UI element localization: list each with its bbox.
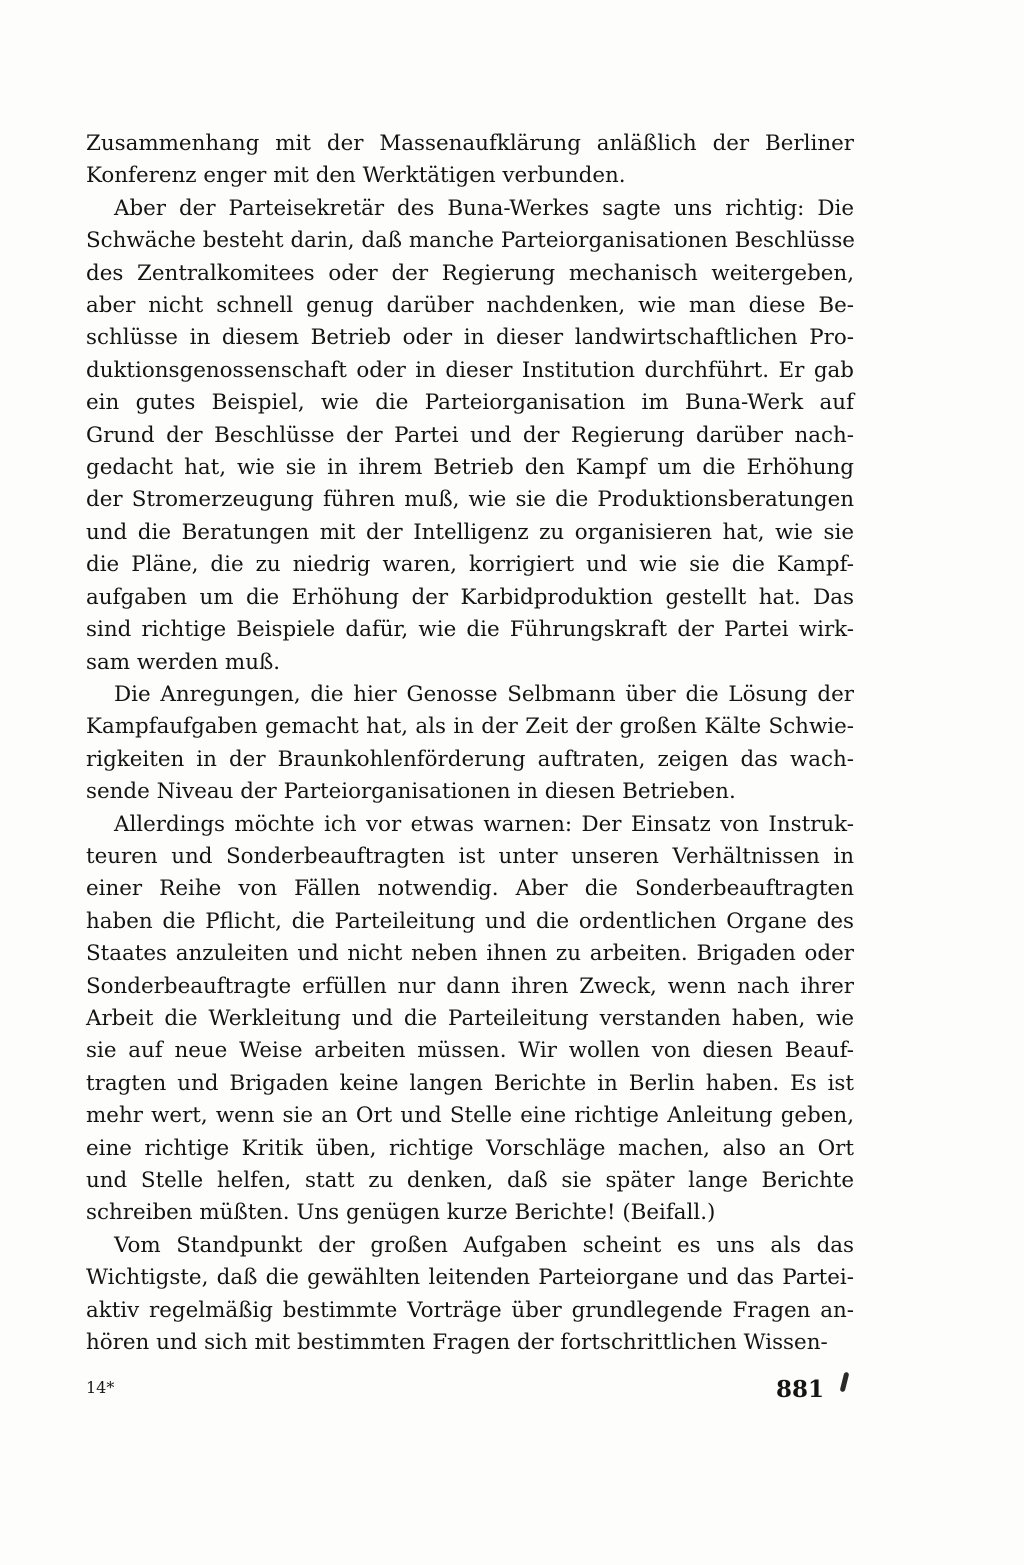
text-line: Konferenz enger mit den Werktätigen verbunden. (86, 163, 626, 189)
text-line: schreiben müßten. Uns genügen kurze Berichte! (Beifall.) (86, 1200, 716, 1226)
text-line: Allerdings möchte ich vor etwas warnen: Der Einsatz von Instruk- (114, 811, 854, 837)
text-line: Staates anzuleiten und nicht neben ihnen zu arbeiten. Brigaden oder (86, 941, 854, 967)
text-line: sie auf neue Weise arbeiten müssen. Wir wollen von diesen Beauf- (86, 1038, 854, 1064)
text-line: des Zentralkomitees oder der Regierung mechanisch weitergeben, (86, 260, 854, 286)
paragraph (86, 679, 854, 809)
text-line: haben die Pflicht, die Parteileitung und die ordentlichen Organe des (86, 908, 854, 934)
text-line: aktiv regelmäßig bestimmte Vorträge über grundlegende Fragen an- (86, 1297, 854, 1323)
paragraph (86, 1230, 854, 1360)
text-line: Arbeit die Werkleitung und die Parteileitung verstanden haben, wie (86, 1005, 854, 1031)
signature-mark: 14* (86, 1378, 115, 1397)
text-line: und Stelle helfen, statt zu denken, daß sie später lange Berichte (86, 1168, 854, 1193)
text-line: und die Beratungen mit der Intelligenz zu organisieren hat, wie sie (86, 519, 854, 545)
text-line: Aber der Parteisekretär des Buna-Werkes sagte uns richtig: Die (114, 195, 854, 221)
paragraph (86, 193, 854, 679)
text-line: ein gutes Beispiel, wie die Parteiorganisation im Buna-Werk auf (86, 390, 854, 416)
text-line: tragten und Brigaden keine langen Berichte in Berlin haben. Es ist (86, 1070, 854, 1096)
text-line: Vom Standpunkt der großen Aufgaben scheint es uns als das (114, 1232, 854, 1258)
text-line: die Pläne, die zu niedrig waren, korrigiert und wie sie die Kampf- (86, 552, 854, 578)
text-line: sam werden muß. (86, 649, 281, 675)
text-line: Die Anregungen, die hier Genosse Selbmann über die Lösung der (114, 681, 854, 707)
text-line: der Stromerzeugung führen muß, wie sie die Produktionsberatungen (86, 487, 854, 513)
text-line: Sonderbeauftragte erfüllen nur dann ihren Zweck, wenn nach ihrer (86, 973, 854, 999)
text-line: hören und sich mit bestimmten Fragen der fortschrittlichen Wissen- (86, 1330, 828, 1356)
text-line: aber nicht schnell genug darüber nachdenken, wie man diese Be- (86, 293, 854, 319)
text-line: Kampfaufgaben gemacht hat, als in der Zeit der großen Kälte Schwie- (86, 714, 854, 740)
paragraph (86, 809, 854, 1230)
text-line: sende Niveau der Parteiorganisationen in diesen Betrieben. (86, 779, 736, 805)
text-line: duktionsgenossenschaft oder in dieser Institution durchführt. Er gab (86, 357, 854, 383)
text-line: mehr wert, wenn sie an Ort und Stelle eine richtige Anleitung geben, (86, 1103, 854, 1129)
text-line: eine richtige Kritik üben, richtige Vorschläge machen, also an Ort (86, 1135, 854, 1161)
text-line: gedacht hat, wie sie in ihrem Betrieb den Kampf um die Erhöhung (86, 455, 854, 481)
body-text (86, 128, 854, 1359)
text-line: schlüsse in diesem Betrieb oder in dieser landwirtschaftlichen Pro- (86, 325, 854, 351)
paragraph (86, 128, 854, 193)
text-line: teuren und Sonderbeauftragten ist unter unseren Verhältnissen in (86, 843, 854, 869)
text-line: einer Reihe von Fällen notwendig. Aber die Sonderbeauftragten (86, 876, 854, 902)
ink-speck-icon (840, 1372, 850, 1393)
text-line: Wichtigste, daß die gewählten leitenden Parteiorgane und das Partei- (86, 1265, 854, 1291)
text-line: Schwäche besteht darin, daß manche Parteiorganisationen Beschlüsse (86, 228, 855, 254)
text-line: Zusammenhang mit der Massenaufklärung anläßlich der Berliner (86, 131, 854, 156)
text-line: Grund der Beschlüsse der Partei und der Regierung darüber nach- (86, 422, 854, 448)
text-line: rigkeiten in der Braunkohlenförderung auftraten, zeigen das wach- (86, 746, 854, 772)
page-number: 881 (776, 1376, 825, 1403)
text-line: aufgaben um die Erhöhung der Karbidproduktion gestellt hat. Das (86, 584, 854, 610)
text-line: sind richtige Beispiele dafür, wie die Führungskraft der Partei wirk- (86, 617, 854, 643)
